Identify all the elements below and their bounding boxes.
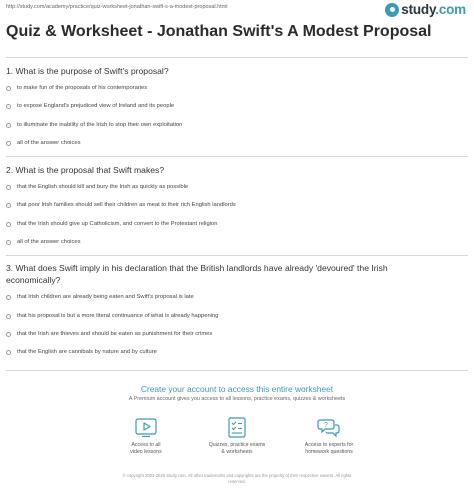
logo-suffix: .com — [435, 2, 466, 17]
radio-button[interactable] — [6, 222, 11, 227]
answer-option[interactable] — [6, 101, 466, 111]
page-title: Quiz & Worksheet - Jonathan Swift's A Modest Proposal — [6, 23, 432, 40]
answer-text: that the Irish are thieves and should be eaten as punishment for their crimes — [17, 331, 213, 337]
logo-mark-icon — [385, 3, 399, 17]
answer-option[interactable] — [6, 83, 466, 93]
answer-text: all of the answer choices — [17, 239, 81, 245]
top-bar — [0, 0, 474, 22]
radio-button[interactable] — [6, 86, 11, 91]
answer-text: to illuminate the inability of the Irish to stop their own exploitation — [17, 122, 183, 128]
answer-text: to expose England's prejudiced view of Ireland and its people — [17, 103, 175, 109]
feature-line-2: & worksheets — [221, 448, 253, 455]
page-url: http://study.com/academy/practice/quiz-worksheet-jonathan-swift-s-a-modest-proposal.html — [6, 4, 228, 10]
radio-button[interactable] — [6, 203, 11, 208]
radio-button[interactable] — [6, 123, 11, 128]
copyright-footer — [0, 473, 474, 484]
feature-line-1: Access to all — [131, 442, 161, 448]
divider — [6, 370, 468, 371]
question-3 — [6, 262, 468, 287]
divider — [6, 255, 468, 256]
answer-option[interactable] — [6, 120, 466, 130]
feature-line-1: Access to experts for — [304, 442, 354, 448]
feature-line-1: Quizzes, practice exams — [208, 442, 266, 448]
study-logo[interactable] — [385, 2, 466, 17]
feature-line-2: video lessons — [130, 448, 162, 455]
video-icon — [134, 416, 158, 438]
radio-button[interactable] — [6, 295, 11, 300]
answer-text: that Irish children are already being eaten and Swift's proposal is late — [17, 294, 194, 300]
radio-button[interactable] — [6, 185, 11, 190]
answer-text: that the English should kill and bury the Irish as quickly as possible — [17, 184, 189, 190]
question-text: 1. What is the purpose of Swift's proposal? — [6, 66, 169, 76]
quiz-icon — [225, 416, 249, 438]
question-text: 2. What is the proposal that Swift makes? — [6, 165, 165, 175]
answer-option[interactable] — [6, 219, 466, 229]
answer-text: all of the answer choices — [17, 140, 81, 146]
question-text-line-2: economically? — [6, 275, 61, 286]
svg-text:?: ? — [324, 422, 328, 429]
feature-quizzes — [192, 416, 282, 456]
radio-button[interactable] — [6, 240, 11, 245]
copyright-line-1: © copyright 2003-2020 Study.com. All other trademarks and copyrights are the property of their respective owners. All rights — [122, 473, 352, 478]
feature-line-2: homework questions — [305, 448, 353, 455]
answer-text: to make fun of the proposals of his contemporaries — [17, 85, 148, 91]
radio-button[interactable] — [6, 332, 11, 337]
question-text-line-1: 3. What does Swift imply in his declaration that the British landlords have already 'devoured' the Irish — [6, 263, 388, 273]
promo-subtitle: A Premium account gives you access to all lessons, practice exams, quizzes & worksheets — [128, 396, 346, 402]
answer-option[interactable] — [6, 292, 466, 302]
answer-option[interactable] — [6, 311, 466, 321]
answer-option[interactable] — [6, 347, 466, 357]
answer-option[interactable] — [6, 182, 466, 192]
answer-option[interactable] — [6, 237, 466, 247]
answer-text: that his proposal is but a more literal continuance of what is already happening — [17, 313, 219, 319]
experts-icon — [317, 416, 341, 438]
divider — [6, 57, 468, 58]
answer-option[interactable] — [6, 200, 466, 210]
radio-button[interactable] — [6, 314, 11, 319]
answer-text: that the English are cannibals by nature and by culture — [17, 349, 157, 355]
logo-text: study — [401, 2, 436, 17]
feature-video-lessons — [101, 416, 191, 456]
question-1 — [6, 65, 468, 77]
answer-option[interactable] — [6, 138, 466, 148]
answer-text: that the Irish should give up Catholicism, and convert to the Protestant religion — [17, 221, 218, 227]
radio-button[interactable] — [6, 141, 11, 146]
copyright-line-2: reserved. — [228, 478, 246, 484]
answer-option[interactable] — [6, 329, 466, 339]
divider — [6, 156, 468, 157]
question-2 — [6, 164, 468, 176]
feature-experts — [284, 416, 374, 456]
promo-title[interactable]: Create your account to access this entire worksheet — [140, 384, 334, 394]
radio-button[interactable] — [6, 104, 11, 109]
radio-button[interactable] — [6, 350, 11, 355]
answer-text: that poor Irish families should sell their children as meat to their rich English landlords — [17, 202, 236, 208]
